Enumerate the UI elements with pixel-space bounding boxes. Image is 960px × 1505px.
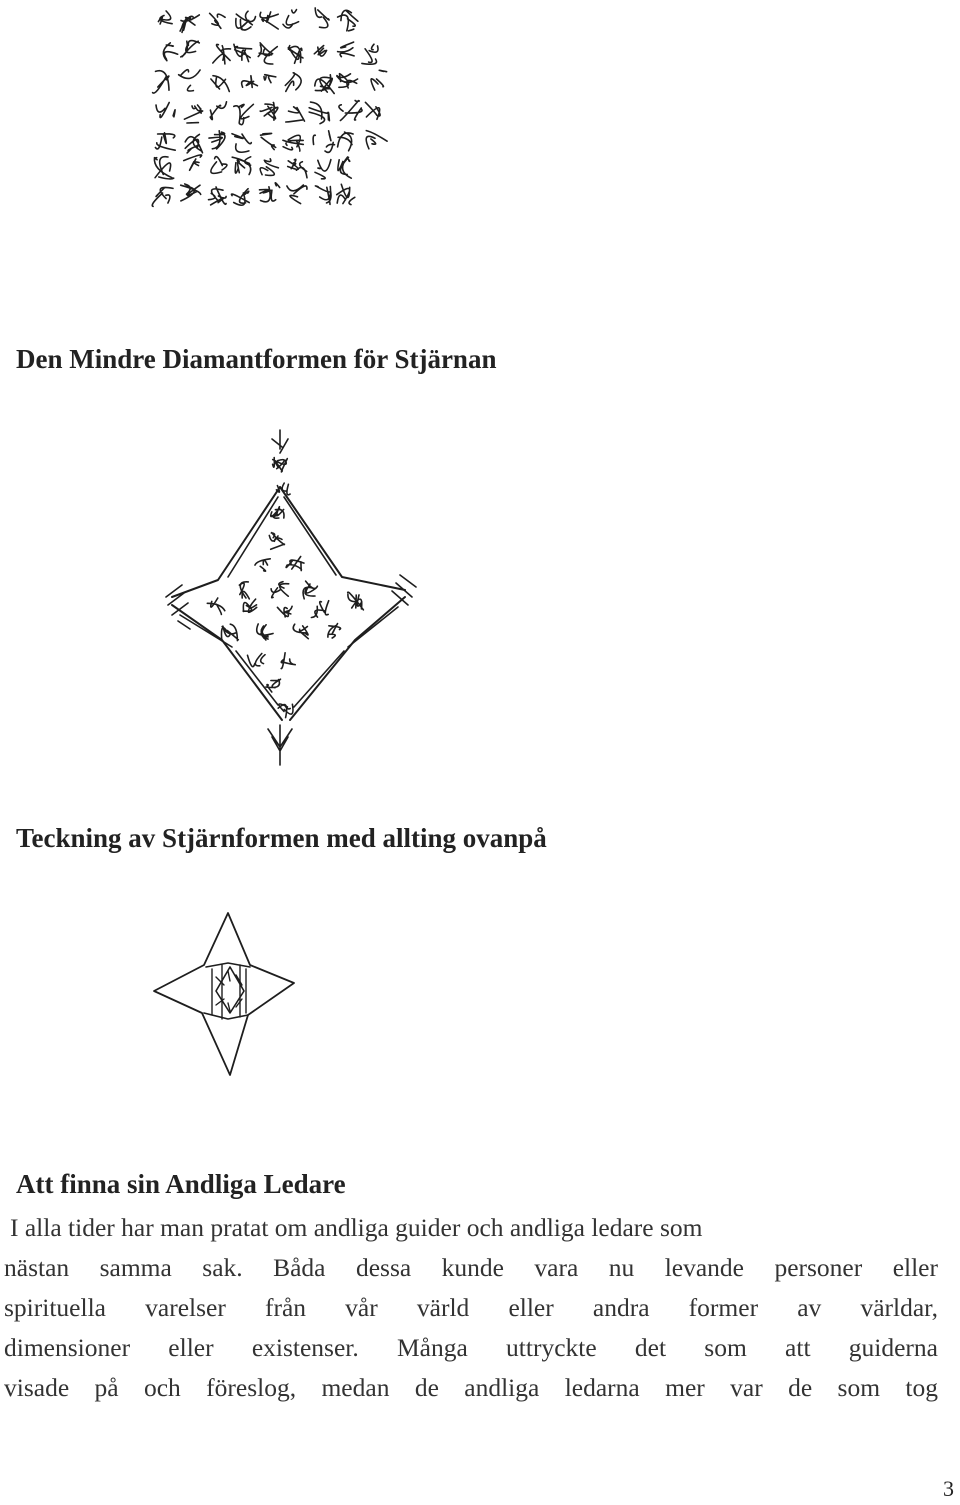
handwritten-glyph — [266, 679, 281, 692]
paragraph-line-1: I alla tider har man pratat om andliga guider och andliga ledare som — [10, 1213, 703, 1242]
handwritten-glyph — [288, 46, 303, 64]
paragraph-line-2: nästan samma sak. Båda dessa kunde vara nu levande personer eller — [4, 1253, 938, 1282]
handwritten-glyph — [337, 74, 358, 88]
handwritten-glyph — [348, 592, 364, 610]
handwritten-glyph — [283, 10, 299, 28]
handwritten-glyph — [338, 157, 352, 178]
handwritten-glyph — [232, 134, 251, 153]
handwritten-glyph — [288, 159, 307, 178]
handwritten-glyph — [211, 157, 227, 174]
handwritten-glyph — [207, 598, 225, 615]
handwritten-glyph — [248, 654, 266, 667]
handwritten-glyph — [269, 533, 284, 550]
handwritten-glyph — [281, 653, 295, 669]
handwritten-glyph — [239, 582, 249, 599]
handwritten-glyph — [234, 104, 254, 124]
handwritten-glyph — [286, 557, 304, 571]
handwritten-glyph — [271, 507, 284, 518]
handwritten-glyph — [315, 186, 331, 205]
handwritten-glyph — [181, 41, 200, 57]
handwritten-glyph — [152, 187, 173, 206]
handwritten-glyph — [286, 107, 305, 122]
handwritten-glyph — [371, 70, 387, 90]
diamond-form-title: Den Mindre Diamantformen för Stjärnan — [16, 344, 497, 374]
handwritten-glyph-block — [150, 0, 390, 210]
diamond-form-drawing — [160, 425, 420, 770]
handwritten-glyph — [315, 8, 329, 28]
handwritten-glyph — [277, 606, 292, 617]
star-form-svg — [150, 905, 300, 1080]
handwritten-glyph — [209, 187, 227, 205]
handwritten-glyph — [362, 44, 378, 64]
handwritten-glyph — [234, 44, 252, 61]
handwritten-glyph — [271, 582, 289, 598]
handwritten-glyph — [210, 13, 226, 28]
star-form-caption: Teckning av Stjärnformen med allting ovanpå — [16, 823, 547, 853]
handwritten-glyph — [181, 184, 201, 201]
handwritten-glyph — [260, 102, 278, 120]
handwritten-glyph — [163, 43, 177, 61]
paragraph-line-4: dimensioner eller existenser. Många uttryckte det som att guiderna — [4, 1333, 938, 1362]
handwritten-glyph — [264, 75, 276, 83]
handwritten-glyph — [213, 44, 231, 63]
handwritten-glyph — [260, 159, 278, 176]
handwritten-glyph — [211, 76, 229, 92]
star-form-drawing — [150, 905, 300, 1080]
handwritten-glyph — [285, 73, 301, 92]
handwritten-glyph — [273, 458, 288, 472]
handwritten-glyph — [260, 12, 278, 29]
page-number: 3 — [943, 1476, 954, 1501]
handwritten-glyph — [309, 102, 329, 124]
handwritten-glyph — [231, 189, 249, 206]
section-title: Att finna sin Andliga Ledare — [16, 1169, 346, 1199]
handwritten-glyph — [179, 70, 201, 91]
paragraph-line-3: spirituella varelser från vår värld eller andra former av världar, — [4, 1293, 938, 1322]
handwritten-glyph — [365, 102, 380, 119]
handwritten-glyph — [155, 133, 175, 150]
handwritten-glyph — [315, 75, 334, 94]
handwritten-glyph — [287, 185, 307, 204]
handwritten-glyph — [210, 102, 226, 120]
handwritten-glyph — [328, 624, 341, 638]
handwritten-glyph — [185, 134, 202, 153]
handwritten-glyph — [232, 157, 251, 175]
handwritten-glyph — [209, 131, 225, 149]
handwritten-glyph — [338, 42, 355, 57]
handwritten-glyph — [293, 624, 308, 639]
glyph-block-drawing — [150, 0, 390, 210]
handwritten-glyph — [258, 43, 277, 64]
handwritten-glyph — [257, 624, 273, 640]
handwritten-glyph — [366, 131, 387, 149]
handwritten-glyph — [303, 581, 317, 599]
handwritten-glyph — [236, 11, 256, 30]
handwritten-glyph — [154, 157, 173, 179]
handwritten-glyph — [156, 103, 175, 118]
handwritten-glyph — [221, 624, 238, 641]
handwritten-glyph — [278, 704, 293, 718]
handwritten-glyph — [314, 46, 326, 57]
handwritten-glyph — [184, 155, 202, 170]
handwritten-glyph — [261, 133, 276, 149]
handwritten-glyph — [339, 100, 362, 120]
handwritten-glyph — [243, 599, 257, 612]
handwritten-glyph — [338, 10, 358, 31]
handwritten-glyph — [311, 601, 328, 618]
handwritten-glyph — [242, 76, 258, 88]
handwritten-glyph — [158, 11, 172, 24]
handwritten-glyph — [283, 135, 303, 151]
handwritten-glyph — [260, 183, 280, 202]
handwritten-glyph — [184, 105, 202, 123]
handwritten-glyph — [315, 160, 331, 179]
handwritten-glyph — [313, 131, 334, 153]
handwritten-glyph — [153, 71, 169, 93]
diamond-form-svg — [160, 425, 420, 770]
paragraph-line-5: visade på och föreslog, medan de andliga ledarna mer var de som tog — [4, 1373, 938, 1402]
handwritten-glyph — [338, 132, 354, 151]
handwritten-glyph — [255, 559, 270, 571]
handwritten-glyph — [337, 184, 355, 204]
handwritten-glyph — [180, 15, 199, 33]
